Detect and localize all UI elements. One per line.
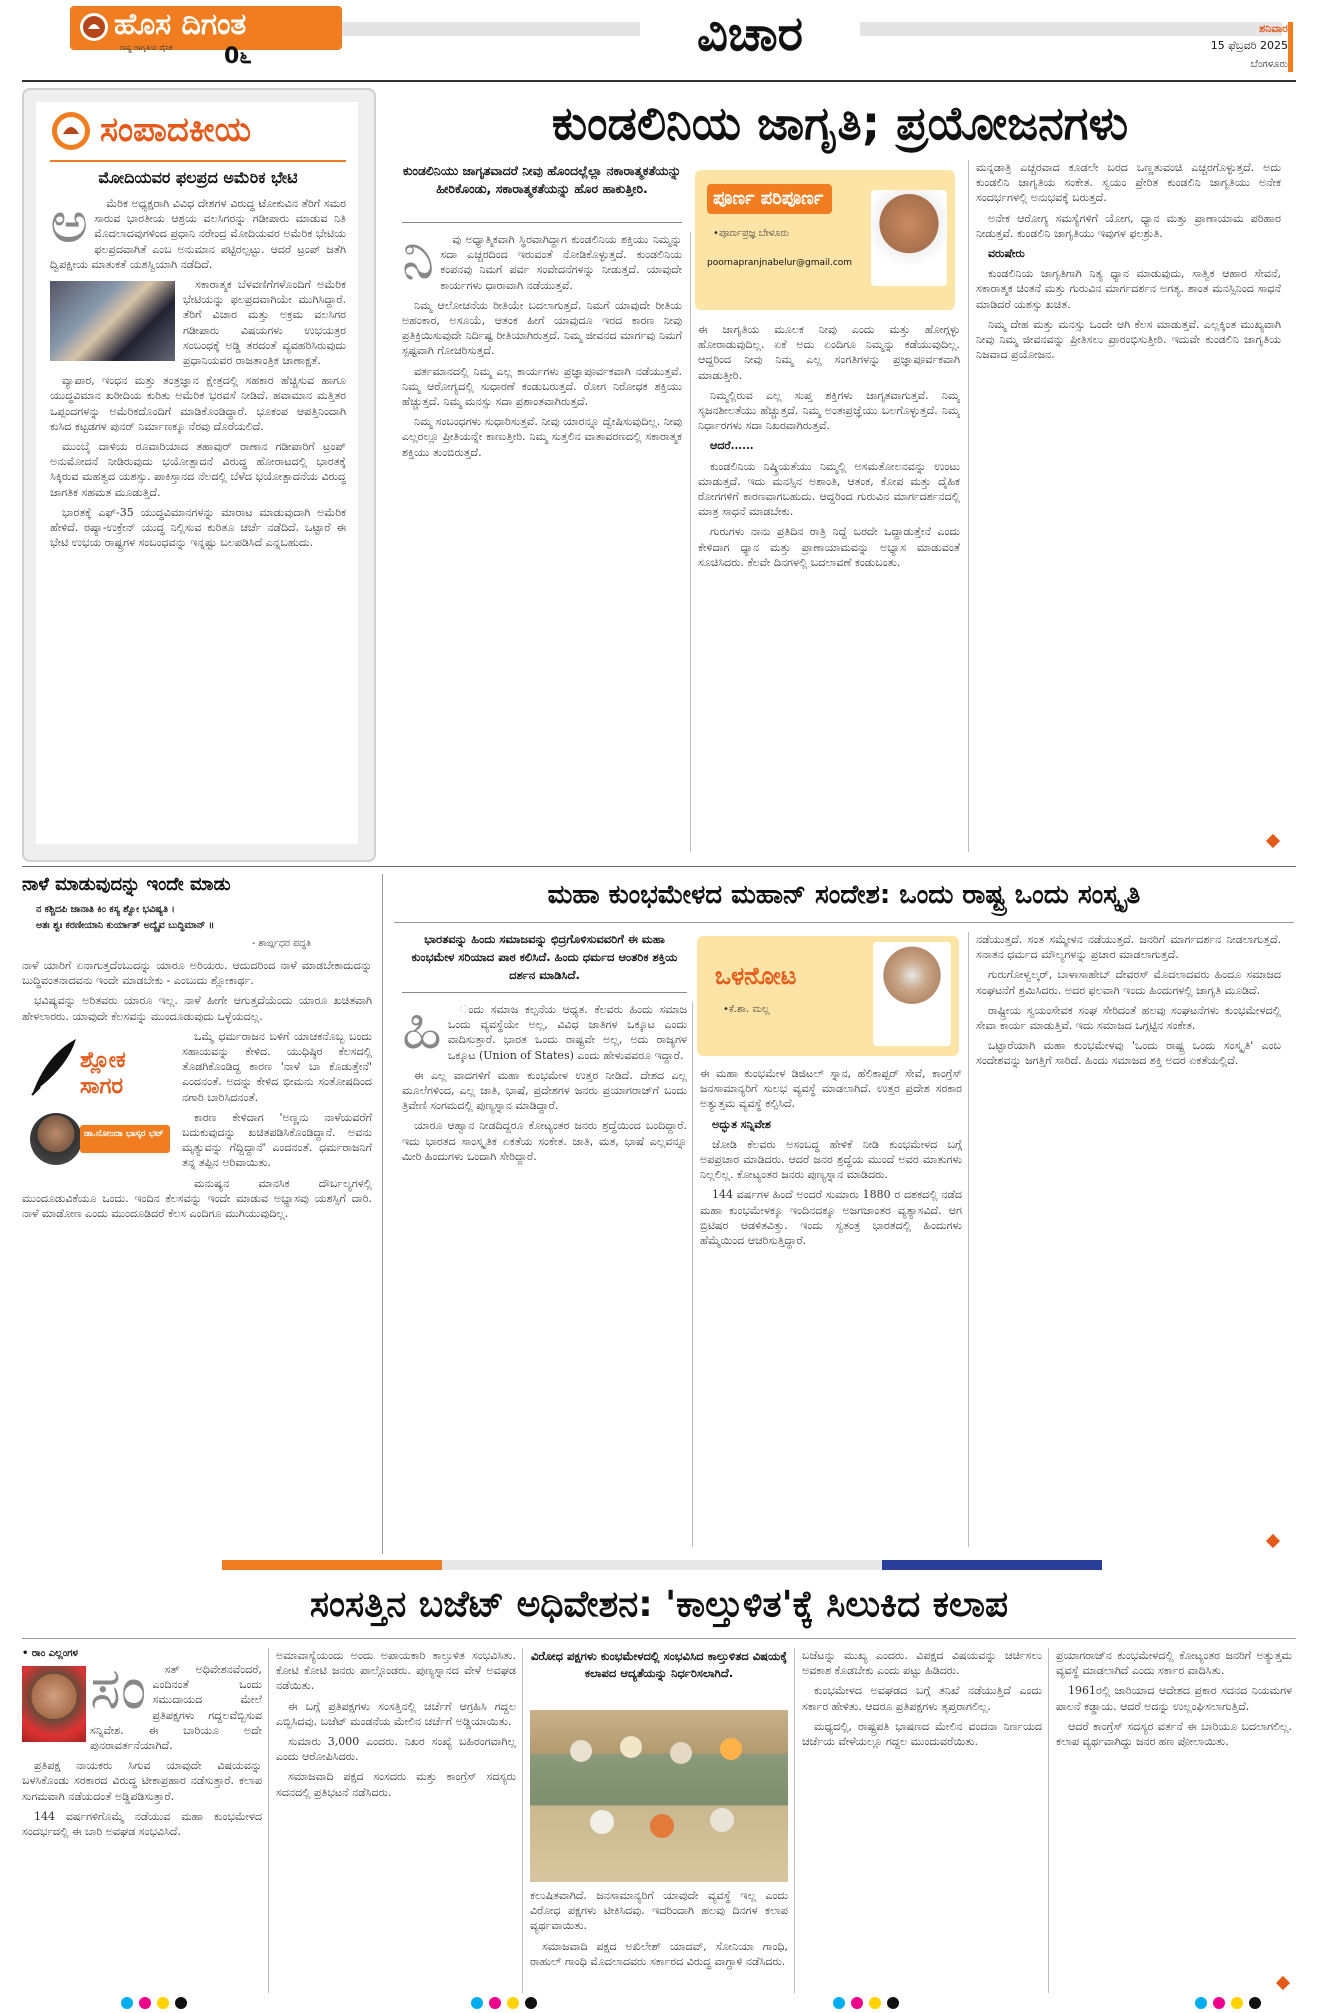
column-rule	[968, 932, 969, 1547]
editorial-paragraph: ಭಾರತಕ್ಕೆ ಎಫ್-35 ಯುದ್ಧವಿಮಾನಗಳನ್ನು ಮಾರಾಟ ಮಾಡುವುದಾಗಿ ಅಮೆರಿಕ ಹೇಳಿದೆ. ರಷ್ಯಾ-ಉಕ್ರೇನ್ ಯುದ್ಧ ನಿಲ್ಲಿಸುವ ಕುರಿತೂ ಚರ್ಚೆ ನಡೆದಿದೆ. ಒಟ್ಟಾರೆ ಈ ಭೇಟಿ ಉಭಯ ರಾಷ್ಟ್ರಗಳ ಸಂಬಂಧವನ್ನು ಇನ್ನಷ್ಟು ಬಲಪಡಿಸಿದೆ ಎನ್ನಬಹುದು.	[50, 505, 346, 550]
masthead-rule	[22, 80, 1296, 82]
registration-dots	[830, 1994, 902, 2013]
cmyk-dot	[157, 1997, 169, 2009]
photo-figure	[590, 1810, 614, 1834]
editorial-headline: ಮೋದಿಯವರ ಫಲಪ್ರದ ಅಮೆರಿಕ ಭೇಟಿ	[98, 168, 298, 187]
kumbh-paragraph: ಈ ಮಹಾ ಕುಂಭಮೇಳ ಡಿಜಿಟಲ್ ಸ್ನಾನ, ಹೆಲಿಕಾಪ್ಟರ್ ಸೇವೆ, ಕಾಂಗ್ರೆಸ್ ಜನಸಾಮಾನ್ಯರಿಗೆ ಸುಲಭ ವ್ಯವಸ್ಥೆ ಮಾಡಲಾಗಿದೆ. ಉತ್ತರ ಪ್ರದೇಶ ಸರಕಾರ ಅತ್ಯುತ್ತಮ ವ್ಯವಸ್ಥೆ ಕಲ್ಪಿಸಿದೆ.	[700, 1067, 962, 1111]
lead-column-card	[695, 170, 955, 310]
cmyk-dot	[851, 1997, 863, 2009]
section-rule	[22, 866, 1296, 867]
kumbh-paragraph: ಈ ಎಲ್ಲ ವಾದಗಳಿಗೆ ಮಹಾ ಕುಂಭಮೇಳ ಉತ್ತರ ನೀಡಿದೆ. ದೇಶದ ಎಲ್ಲ ಮೂಲೆಗಳಿಂದ, ಎಲ್ಲ ಜಾತಿ, ಭಾಷೆ, ಪ್ರದೇಶಗಳ ಜನರು ಪ್ರಯಾಗರಾಜ್‌ಗೆ ಬಂದು ತ್ರಿವೇಣಿ ಸಂಗಮದಲ್ಲಿ ಪುಣ್ಯಸ್ನಾನ ಮಾಡಿದ್ದಾರೆ.	[402, 1068, 687, 1113]
quote-paragraph: ಕಾರಣ ಕೇಳಿದಾಗ 'ಅಣ್ಣನು ನಾಳೆಯವರೆಗೆ ಬದುಕುವುದನ್ನು ಖಚಿತಪಡಿಸಿಕೊಂಡಿದ್ದಾನೆ. ಅವನು ಮೃತ್ಯುವನ್ನು ಗೆದ್ದಿದ್ದಾನೆ' ಎಂದನಂತೆ. ಧರ್ಮರಾಜನಿಗೆ ತನ್ನ ತಪ್ಪಿನ ಅರಿವಾಯಿತು.	[182, 1110, 372, 1170]
section-title: ವಿಚಾರ	[640, 6, 860, 62]
lead-paragraph: ವು ಅಧ್ಯಾತ್ಮಿಕವಾಗಿ ಸ್ಥಿರವಾಗಿದ್ದಾಗ ಕುಂಡಲಿನಿಯ ಶಕ್ತಿಯು ನಿಮ್ಮನ್ನು ಸದಾ ಎಚ್ಚರದಿಂದ ಇರುವಂತೆ ನೋಡಿಕೊಳ್ಳುತ್ತದೆ. ಕುಂಡಲಿನಿಯ ಕಂಪನವು ನಿಮಗೆ ಪರ್ವ ಸಂವೇದನೆಗಳನ್ನು ನೀಡುತ್ತದೆ. ಯಾವುದೇ ಕಾರ್ಯಗಳು ಧಾರಾವಾಗಿ ನಡೆಯುತ್ತವೆ.	[440, 233, 682, 292]
lead-paragraph: ಈ ಜಾಗೃತಿಯ ಮೂಲಕ ನೀವು ಎಂದು ಮತ್ತು ಹೋಗ್ಗಳ್ಳು ಹೋರಾಡುವುದಿಲ್ಲ. ಏಕೆ ಅದು ಏಂದಿಗೂ ನಿಮ್ಮನ್ನು ಕಡೆಯುವುದಿಲ್ಲ. ಆದ್ದರಿಂದ ನೀವು ನಿಮ್ಮ ಎಲ್ಲ ಸಂಗತಿಗಳನ್ನು ಪ್ರಜ್ಞಾಪೂರ್ವಕವಾಗಿ ಮಾಡುತ್ತೀರಿ.	[698, 323, 960, 382]
cmyk-dot	[1213, 1997, 1225, 2009]
editorial-divider	[50, 160, 346, 162]
editorial-paragraph: ವ್ಯಾಪಾರ, ಇಂಧನ ಮತ್ತು ತಂತ್ರಜ್ಞಾನ ಕ್ಷೇತ್ರದಲ್ಲಿ ಸಹಕಾರ ಹೆಚ್ಚಿಸುವ ಹಾಗೂ ಯುದ್ಧವಿಮಾನ ಖರೀದಿಯ ಕುರಿತು ಅಮೆರಿಕ ಭರವಸೆ ನೀಡಿದೆ. ಹವಾಮಾನ ಮತ್ತಿತರ ಒಪ್ಪಂದಗಳನ್ನು ಅಮೆರಿಕದೊಂದಿಗೆ ಮಾಡಿಕೊಂಡಿದ್ದಾರೆ. ಭೂಕಂಪ ಆಪತ್ತಿನಿಂದಾಗಿ ಕುಸಿದ ಕಟ್ಟಡಗಳ ಪುನರ್ ನಿರ್ಮಾಣಕ್ಕೂ ನೆರವು ದೊರೆಯಲಿದೆ.	[50, 374, 346, 433]
kumbh-paragraph: ಒಟ್ಟಾರೆಯಾಗಿ ಮಹಾ ಕುಂಭಮೇಳವು 'ಒಂದು ರಾಷ್ಟ್ರ ಒಂದು ಸಂಸ್ಕೃತಿ' ಎಂಬ ಸಂದೇಶವನ್ನು ಜಗತ್ತಿಗೆ ಸಾರಿದೆ. ಹಿಂದು ಸಮಾಜದ ಶಕ್ತಿ ಅದರ ಏಕತೆಯಲ್ಲಿದೆ.	[976, 1039, 1281, 1068]
lead-paragraph: ನಿಮ್ಮ ದೇಹ ಮತ್ತು ಮನಸ್ಸು ಒಂದೇ ಆಗಿ ಕೆಲಸ ಮಾಡುತ್ತವೆ. ಎಲ್ಲಕ್ಕಿಂತ ಮುಖ್ಯವಾಗಿ ನೀವು ನಿಮ್ಮ ಜೀವನವನ್ನು ಪ್ರೀತಿಸಲು ಪ್ರಾರಂಭಿಸುತ್ತೀರಿ. ಇದುವೇ ಕುಂಡಲಿನಿ ಜಾಗೃತಿಯ ನಿಜವಾದ ಪ್ರಯೋಜನ.	[976, 317, 1281, 362]
editorial-photo	[50, 281, 175, 361]
cmyk-dot	[525, 1997, 537, 2009]
column-rule	[794, 1648, 795, 1993]
lead-paragraph: ನಿಮ್ಮಲ್ಲಿರುವ ಎಲ್ಲ ಸುಪ್ತ ಶಕ್ತಿಗಳು ಜಾಗೃತವಾಗುತ್ತವೆ. ನಿಮ್ಮ ಸೃಜನಶೀಲತೆಯು ಹೆಚ್ಚುತ್ತದೆ. ನಿಮ್ಮ ಅಂತಃಪ್ರಜ್ಞೆಯು ಬಲಗೊಳ್ಳುತ್ತದೆ. ನಿಮ್ಮ ನಿರ್ಧಾರಗಳು ಸದಾ ನಿಖರವಾಗಿರುತ್ತವೆ.	[698, 388, 960, 433]
kumbh-column-2	[700, 1066, 962, 1550]
budget-paragraph: ಕಲುಷಿತವಾಗಿದೆ. ಜನಸಾಮಾನ್ಯರಿಗೆ ಯಾವುದೇ ವ್ಯವಸ್ಥೆ ಇಲ್ಲ ಎಂದು ವಿರೋಧ ಪಕ್ಷಗಳು ಟೀಕಿಸಿದವು. ಇದರಿಂದಾಗಿ ಹಲವು ದಿನಗಳ ಕಲಾಪ ವ್ಯರ್ಥವಾಯಿತು.	[530, 1889, 788, 1933]
budget-paragraph: ಅಮಾವಾಸ್ಯೆಯಂದು ಅಂದು ಅಪಾಯಕಾರಿ ಕಾಲ್ತುಳಿತ ಸಂಭವಿಸಿತು. ಕೋಟಿ ಕೋಟಿ ಜನರು ಪಾಲ್ಗೊಂಡರು. ಪುಣ್ಯಸ್ನಾನದ ವೇಳೆ ಅವಘಡ ನಡೆಯಿತು.	[276, 1649, 516, 1693]
kumbh-standfirst-rule	[402, 992, 687, 993]
kumbh-headline: ಮಹಾ ಕುಂಭಮೇಳದ ಮಹಾನ್ ಸಂದೇಶ: ಒಂದು ರಾಷ್ಟ್ರ ಒಂದು ಸಂಸ್ಕೃತಿ	[547, 880, 1141, 910]
budget-headline: ಸಂಸತ್ತಿನ ಬಜೆಟ್ ಅಧಿವೇಶನ: 'ಕಾಲ್ತುಳಿತ'ಕ್ಕೆ ಸಿಲುಕಿದ ಕಲಾಪ	[309, 1584, 1009, 1625]
column-rule	[522, 1648, 523, 1993]
budget-dropcap: ಸಂ	[90, 1662, 147, 1722]
budget-paragraph: ಮಧ್ಯದಲ್ಲಿ, ರಾಷ್ಟ್ರಪತಿ ಭಾಷಣದ ಮೇಲಿನ ವಂದನಾ ನಿರ್ಣಯದ ಚರ್ಚೆಯ ವೇಳೆಯಲ್ಲೂ ಗದ್ದಲ ಮುಂದುವರೆಯಿತು.	[802, 1719, 1042, 1749]
editorial-body	[50, 196, 346, 836]
budget-paragraph: ಪ್ರಯಾಗರಾಜ್‌ನ ಕುಂಭಮೇಳದಲ್ಲಿ ಕೋಟ್ಯಂತರ ಜನರಿಗೆ ಅತ್ಯುತ್ತಮ ವ್ಯವಸ್ಥೆ ಮಾಡಲಾಗಿದೆ ಎಂದು ಸರ್ಕಾರ ವಾದಿಸಿತು.	[1056, 1649, 1292, 1678]
lead-paragraph: ಗುರುಗಳು ನಾನು ಪ್ರತಿದಿನ ರಾತ್ರಿ ನಿದ್ದೆ ಬರದೇ ಒದ್ದಾಡುತ್ತೇನೆ ಎಂದು ಕೇಳಿದಾಗ ಧ್ಯಾನ ಮತ್ತು ಪ್ರಾಣಾಯಾಮವನ್ನು ಅಭ್ಯಾಸ ಮಾಡುವಂತೆ ಸೂಚಿಸಿದರು. ಕೆಲವೇ ದಿನಗಳಲ್ಲಿ ಬದಲಾವಣೆ ಕಂಡುಬಂತು.	[698, 525, 960, 569]
cmyk-dot	[471, 1997, 483, 2009]
cmyk-dot	[139, 1997, 151, 2009]
budget-column-3	[530, 1888, 788, 1988]
lead-headline: ಕುಂಡಲಿನಿಯ ಜಾಗೃತಿ; ಪ್ರಯೋಜನಗಳು	[551, 96, 1129, 150]
masthead	[0, 0, 1323, 82]
lead-column-2	[698, 322, 960, 857]
quote-paragraph: ಒಮ್ಮೆ ಧರ್ಮರಾಜನ ಬಳಿಗೆ ಯಾಚಕನೊಬ್ಬ ಬಂದು ಸಹಾಯವನ್ನು ಕೇಳಿದ. ಯುಧಿಷ್ಠಿರ ಕೆಲಸದಲ್ಲಿ ತೊಡಗಿಕೊಂಡಿದ್ದ ಕಾರಣ 'ನಾಳೆ ಬಾ ಕೊಡುತ್ತೇನೆ' ಎಂದನಂತೆ. ಅದನ್ನು ಕೇಳಿದ ಭೀಮನು ಸಂತೋಷದಿಂದ ನಗಾರಿ ಬಾರಿಸಿದನಂತೆ.	[182, 1029, 372, 1104]
lead-column-1	[402, 232, 682, 857]
budget-author: • ರಾಂ ಎಲ್ಲಂಗಳ	[22, 1648, 78, 1659]
lead-paragraph: ಕುಂಡಲಿನಿಯ ನಿಷ್ಕ್ರಿಯತೆಯು ನಿಮ್ಮಲ್ಲಿ ಅಸಮತೋಲನವನ್ನು ಉಂಟು ಮಾಡುತ್ತದೆ. ಇದು ಮನಸ್ಸಿನ ಅಶಾಂತಿ, ಆತಂಕ, ಕೋಪ ಮತ್ತು ದೈಹಿಕ ರೋಗಗಳಿಗೆ ಕಾರಣವಾಗಬಹುದು. ಆದ್ದರಿಂದ ಗುರುವಿನ ಮಾರ್ಗದರ್ಶನದಲ್ಲಿ ಮಾತ್ರ ಸಾಧನೆ ಮಾಡಬೇಕು.	[698, 459, 960, 519]
column-rule	[692, 1002, 693, 1547]
lead-paragraph: ನಿಮ್ಮ ಆಲೋಚನೆಯ ರೀತಿಯೇ ಬದಲಾಗುತ್ತದೆ. ನಿಮಗೆ ಯಾವುದೇ ರೀತಿಯ ಅಹಂಕಾರ, ಅಸೂಯೆ, ಆತಂಕ ಹೀಗೆ ಯಾವುದೂ ಇರದ ಕಾರಣ ನೀವು ಪ್ರತಿಕ್ರಿಯಿಸುವುದೇ ನಿರ್ದಿಷ್ಟ ರೀತಿಯಾಗಿರುತ್ತದೆ. ನಿಮ್ಮ ಜೀವನದ ಮಾರ್ಗವು ನಿಮಗೆ ಸ್ಪಷ್ಟವಾಗಿ ಗೋಚರಿಸುತ್ತದೆ.	[402, 298, 682, 358]
kumbh-dropcap: ಹಿ	[402, 1002, 442, 1062]
cmyk-dot	[175, 1997, 187, 2009]
date-accent-bar	[1288, 22, 1293, 72]
quote-headline: ನಾಳೆ ಮಾಡುವುದನ್ನು ಇಂದೇ ಮಾಡು	[22, 874, 231, 895]
lead-author-photo	[871, 190, 947, 286]
cmyk-dot	[489, 1997, 501, 2009]
lead-paragraph: ಅನೇಕ ಆರೋಗ್ಯ ಸಮಸ್ಯೆಗಳಿಗೆ ಯೋಗ, ಧ್ಯಾನ ಮತ್ತು ಪ್ರಾಣಾಯಾಮ ಪರಿಹಾರ ನೀಡುತ್ತವೆ. ಕುಂಡಲಿನಿ ಜಾಗೃತಿಯು ಇವುಗಳ ಫಲಶ್ರುತಿ.	[976, 211, 1281, 240]
shloka-author: ಡಾ.ನೋಂದಾ ಭಾಸ್ಕರ ಭಟ್	[84, 1128, 164, 1139]
cmyk-dot	[1249, 1997, 1261, 2009]
band-segment	[882, 1560, 1102, 1570]
photo-figure	[710, 1808, 734, 1832]
lead-column-3	[976, 160, 1281, 850]
date-block	[1140, 22, 1288, 70]
budget-paragraph: ಆದರೆ ಕಾಂಗ್ರೆಸ್ ಸದಸ್ಯರ ವರ್ತನೆ ಈ ಬಾರಿಯೂ ಬದಲಾಗಲಿಲ್ಲ. ಕಲಾಪ ವ್ಯರ್ಥವಾಗಿದ್ದು ಜನರ ಹಣ ಪೋಲಾಯಿತು.	[1056, 1719, 1292, 1749]
kumbh-paragraph: 144 ವರ್ಷಗಳ ಹಿಂದೆ ಅಂದರೆ ಸುಮಾರು 1880 ರ ದಶಕದಲ್ಲಿ ನಡೆದ ಮಹಾ ಕುಂಭಮೇಳಕ್ಕೂ ಇಂದಿನದಕ್ಕೂ ಅಜಗಜಾಂತರ ವ್ಯತ್ಯಾಸವಿದೆ. ಆಗ ಬ್ರಿಟಿಷರ ಆಡಳಿತವಿತ್ತು. ಇಂದು ಸ್ವತಂತ್ರ ಭಾರತದಲ್ಲಿ ಹಿಂದುಗಳು ಹೆಮ್ಮೆಯಿಂದ ಆಚರಿಸುತ್ತಿದ್ದಾರೆ.	[700, 1188, 962, 1248]
lead-email: poornapranjnabelur@gmail.com	[707, 258, 853, 268]
cmyk-dot	[869, 1997, 881, 2009]
budget-paragraph: 1961ರಲ್ಲಿ ಜಾರಿಯಾದ ಆದೇಶದ ಪ್ರಕಾರ ಸದನದ ನಿಯಮಗಳ ಪಾಲನೆ ಕಡ್ಡಾಯ. ಆದರೆ ಅದನ್ನು ಉಲ್ಲಂಘಿಸಲಾಗುತ್ತಿದೆ.	[1056, 1684, 1292, 1713]
quote-body	[22, 958, 372, 1548]
editorial-paragraph: ಸಕಾರಾತ್ಮಕ ಬೆಳವಣಿಗೆಗಳೊಂದಿಗೆ ಅಮೆರಿಕ ಭೇಟಿಯನ್ನು ಫಲಪ್ರದವಾಗಿಯೇ ಮುಗಿಸಿದ್ದಾರೆ. ತೆರಿಗೆ ವಿಚಾರ ಮತ್ತು ಅಕ್ರಮ ವಲಸಿಗರ ಗಡೀಪಾರು ವಿಷಯಗಳು ಉಭಯತ್ರರ ಸಂಬಂಧಕ್ಕೆ ಅಡ್ಡಿ ತರದಂತೆ ವ್ಯವಹರಿಸಿರುವುದು ಪ್ರಧಾನಿಯವರ ರಾಜತಾಂತ್ರಿಕ ಚಾಣಾಕ್ಷತೆ.	[183, 278, 346, 368]
kumbh-column-1	[402, 1002, 687, 1550]
lead-subhead: ಆದರೆ......	[710, 439, 754, 453]
photo-figure	[570, 1740, 592, 1762]
editorial-label: ಸಂಪಾದಕೀಯ	[100, 110, 251, 150]
city: ಬೆಂಗಳೂರು	[1250, 59, 1288, 70]
quote-sanskrit-1: ನ ಕಶ್ಚಿದಪಿ ಜಾನಾತಿ ಕಿಂ ಕಸ್ಯ ಶ್ವೋ ಭವಿಷ್ಯತಿ ।	[36, 904, 175, 915]
color-band	[22, 1560, 1296, 1570]
weekday: ಶನಿವಾರ	[1259, 22, 1288, 35]
budget-column-4	[802, 1648, 1042, 1988]
column-rule	[968, 160, 969, 852]
kumbh-column-3	[976, 932, 1281, 1550]
cmyk-dot	[1195, 1997, 1207, 2009]
registration-dots	[1192, 1994, 1264, 2013]
kumbh-paragraph: ಂದು ಸಮಾಜ ಕಲ್ಪನೆಯ ಆಧ್ಯತ. ಕೆಲವರು ಹಿಂದು ಸಮಾಜ ಒಂದು ವ್ಯವಸ್ಥೆಯೇ ಅಲ್ಲ, ವಿವಿಧ ಜಾತಿಗಳ ಒಕ್ಕೂಟ ಎಂದು ವಾದಿಸುತ್ತಾರೆ. ಭಾರತ ಒಂದು ರಾಷ್ಟ್ರವೇ ಅಲ್ಲ, ಅದು ರಾಜ್ಯಗಳ ಒಕ್ಕೂಟ (Union of States) ಎಂದು ಹೇಳುವವರೂ ಇದ್ದಾರೆ.	[447, 1003, 687, 1062]
editorial-emblem-icon	[50, 110, 92, 152]
quote-paragraph: ಭವಿಷ್ಯವನ್ನು ಅರಿತವರು ಯಾರೂ ಇಲ್ಲ. ನಾಳೆ ಹೀಗೇ ಆಗುತ್ತದೆಯೆಂದು ಯಾರೂ ಖಚಿತವಾಗಿ ಹೇಳಲಾರರು. ಯಾವುದೇ ಕೆಲಸವನ್ನು ಮುಂದೂಡುವುದು ಒಳ್ಳೆಯದಲ್ಲ.	[22, 994, 372, 1023]
quill-icon	[26, 1035, 82, 1099]
shloka-author-photo	[30, 1113, 82, 1165]
lead-paragraph: ಮನ್ನಡಾತ್ರಿ ಎಚ್ಚರವಾದ ಕೂಡಲೇ ಬರದ ಒಣ್ಣತುವಂಚಿ ಎಚ್ಚರಗೊಳ್ಳುತ್ತದೆ. ಅದು ಕುಂಡಲಿನಿ ಜಾಗೃತಿಯ ಸಂಕೇತ. ಸ್ವಯಂ ಪ್ರೇರಿತ ಕುಂಡಲಿನಿ ಜಾಗೃತಿಯು ಅನೇಕ ಸಂದರ್ಭಗಳಲ್ಲಿ ಅನುಭವಕ್ಕೆ ಬರುತ್ತದೆ.	[976, 161, 1281, 205]
budget-column-5	[1056, 1648, 1292, 1983]
lead-paragraph: ನಿಮ್ಮ ಸಂಬಂಧಗಳು ಸುಧಾರಿಸುತ್ತವೆ. ನೀವು ಯಾರನ್ನೂ ದ್ವೇಷಿಸುವುದಿಲ್ಲ. ನೀವು ಎಲ್ಲರಲ್ಲೂ ಪ್ರೀತಿಯನ್ನೇ ಕಾಣುತ್ತೀರಿ. ನಿಮ್ಮ ಸುತ್ತಲಿನ ವಾತಾವರಣದಲ್ಲಿ ಸಕಾರಾತ್ಮಕ ಶಕ್ತಿಯು ತುಂಬಿರುತ್ತದೆ.	[402, 415, 682, 459]
lead-column-name: ಪೂರ್ಣ ಪರಿಪೂರ್ಣ	[713, 188, 824, 209]
logo-tagline: ರಾಷ್ಟ್ರ ಜಾಗೃತಿಯ ದೈನಿಕ	[120, 44, 173, 52]
registration-dots	[468, 1994, 540, 2013]
kumbh-column-name: ಒಳನೋಟ	[715, 962, 797, 990]
date: 15 ಫೆಬ್ರವರಿ 2025	[1210, 39, 1288, 52]
parliament-photo	[530, 1710, 788, 1882]
quote-paragraph: ಮನುಷ್ಯನ ಮಾನಸಿಕ ದೌರ್ಬಲ್ಯಗಳಲ್ಲಿ ಮುಂದೂಡುವಿಕೆಯೂ ಒಂದು. ಇಂದಿನ ಕೆಲಸವನ್ನು ಇಂದೇ ಮಾಡುವ ಅಭ್ಯಾಸವು ಯಶಸ್ಸಿಗೆ ದಾರಿ. ನಾಳೆ ಮಾಡೋಣ ಎಂದು ಮುಂದೂಡಿದರೆ ಕೆಲಸ ಎಂದಿಗೂ ಮುಗಿಯುವುದಿಲ್ಲ.	[22, 1176, 372, 1221]
quote-source: - ಶಾರ್ಙ್ಗಧರ ಪದ್ಧತಿ	[252, 938, 312, 949]
kumbh-subhead: ಅದ್ಭುತ ಸನ್ನಿವೇಶ	[712, 1117, 771, 1131]
editorial-paragraph: ಮೆರಿಕ ಅಧ್ಯಕ್ಷರಾಗಿ ವಿವಿಧ ದೇಶಗಳ ವಿರುದ್ಧ ಟೋಕುವಿನ ತೆರಿಗೆ ಸಮರ ಸಾರುವ ಭಾರತೀಯ ಆಶ್ರಯ ವಲಸಿಗರನ್ನು ಗಡೀಪಾರು ಮಾಡುವ ನಿತಿ ಮೊದಲಾದವುಗಳಿಂದ ಪ್ರಧಾನಿ ನರೇಂದ್ರ ಮೋದಿಯವರ ಅಮೆರಿಕ ಭೇಟಿಯ ಫಲಪ್ರದವಾಗಿತೆ ಎಂಬ ಅನುಮಾನ ಪಟ್ಟಿರಲ್ಪಟ್ಟು. ಆದರೆ ಟ್ರಂಪ್ ಜತೆಗಿ ದ್ವಿಪಕ್ಷೀಯ ಮಾತುಕತೆ ಯಶಸ್ವಿಯಾಗಿ ನಡೆದಿದೆ.	[50, 197, 346, 271]
photo-figure	[650, 1814, 674, 1838]
kumbh-paragraph: ಜೋಡಿ ಕೆಲವರು ಅಸಂಬದ್ಧ ಹೇಳಿಕೆ ನೀಡಿ ಕುಂಭಮೇಳದ ಬಗ್ಗೆ ಅಪಪ್ರಚಾರ ಮಾಡಿದರು. ಆದರೆ ಜನರ ಶ್ರದ್ಧೆಯ ಮುಂದೆ ಅವರ ಮಾತುಗಳು ನಿಲ್ಲಲಿಲ್ಲ. ಕೋಟ್ಯಂತರ ಜನರು ಪುಣ್ಯಸ್ನಾನ ಮಾಡಿದರು.	[700, 1137, 962, 1182]
budget-paragraph: ಕುಂಭಮೇಳದ ಅವಘಡದ ಬಗ್ಗೆ ತನಿಖೆ ನಡೆಯುತ್ತಿದೆ ಎಂದು ಸರ್ಕಾರ ಹೇಳಿತು. ಆದರೂ ಪ್ರತಿಪಕ್ಷಗಳು ತೃಪ್ತರಾಗಲಿಲ್ಲ.	[802, 1684, 1042, 1713]
cmyk-dot	[121, 1997, 133, 2009]
budget-paragraph: ಸಮಾಜವಾದಿ ಪಕ್ಷದ ಅಖಿಲೇಶ್ ಯಾದವ್, ಸೋನಿಯಾ ಗಾಂಧಿ, ರಾಹುಲ್ ಗಾಂಧಿ ಮೊದಲಾದವರು ಸರ್ಕಾರದ ವಿರುದ್ಧ ವಾಗ್ದಾಳಿ ನಡೆಸಿದರು.	[530, 1939, 788, 1968]
kumbh-paragraph: ಗುರುಗೋಳ್ವಲ್ಕರ್, ಬಾಳಾಸಾಹೇಬ್ ದೇವರಸ್ ಮೊದಲಾದವರು ಹಿಂದೂ ಸಮಾಜದ ಸಂಘಟನೆಗೆ ಶ್ರಮಿಸಿದರು. ಅದರ ಫಲವಾಗಿ ಇಂದು ಹಿಂದುಗಳಲ್ಲಿ ಜಾಗೃತಿ ಮೂಡಿದೆ.	[976, 968, 1281, 997]
band-segment	[22, 1560, 222, 1570]
column-rule	[382, 874, 383, 1554]
band-segment	[222, 1560, 442, 1570]
budget-paragraph: 144 ವರ್ಷಗಳಿಗೊಮ್ಮೆ ನಡೆಯುವ ಮಹಾ ಕುಂಭಮೇಳದ ಸಂದರ್ಭದಲ್ಲಿ ಈ ಬಾರಿ ಅವಘಡ ಸಂಭವಿಸಿದೆ.	[22, 1809, 262, 1839]
lead-paragraph: ವರ್ತಮಾನದಲ್ಲಿ ನಿಮ್ಮ ಎಲ್ಲ ಕಾರ್ಯಗಳು ಪ್ರಜ್ಞಾಪೂರ್ವಕವಾಗಿ ನಡೆಯುತ್ತವೆ. ನಿಮ್ಮ ಆರೋಗ್ಯದಲ್ಲಿ ಸುಧಾರಣೆ ಕಂಡುಬರುತ್ತದೆ. ರೋಗ ನಿರೋಧಕ ಶಕ್ತಿಯು ಹೆಚ್ಚುತ್ತದೆ. ನಿಮ್ಮ ಮನಸ್ಸು ಸದಾ ಪ್ರಶಾಂತವಾಗಿರುತ್ತದೆ.	[402, 364, 682, 409]
photo-figure	[720, 1738, 742, 1760]
lead-subhead: ವರುಷೇರು	[988, 247, 1025, 261]
budget-paragraph: ಬಜೆಟನ್ನು ಮುಖ್ಯ ಎಂದರು. ವಿಪಕ್ಷದ ವಿಷಯವನ್ನು ಚರ್ಚಿಸಲು ಅವಕಾಶ ಕೊಡಬೇಕು ಎಂದು ಪಟ್ಟು ಹಿಡಿದರು.	[802, 1649, 1042, 1678]
budget-paragraph: ಸಮಾಜವಾದಿ ಪಕ್ಷದ ಸಂಸದರು ಮತ್ತು ಕಾಂಗ್ರೆಸ್ ಸದಸ್ಯರು ಸದನದಲ್ಲಿ ಪ್ರತಿಭಟನೆ ನಡೆಸಿದರು.	[276, 1770, 516, 1799]
shloka-column-title: ಶ್ಲೋಕ ಸಾಗರ	[80, 1046, 126, 1099]
photo-figure	[620, 1736, 642, 1758]
band-segment	[442, 1560, 882, 1570]
lead-standfirst-rule	[402, 222, 682, 223]
column-rule	[268, 1648, 269, 1993]
cmyk-dot	[507, 1997, 519, 2009]
kumbh-paragraph: ಯಾರೂ ಆಹ್ವಾನ ನೀಡದಿದ್ದರೂ ಕೋಟ್ಯಂತರ ಜನರು ಶ್ರದ್ಧೆಯಿಂದ ಬಂದಿದ್ದಾರೆ. ಇದು ಭಾರತದ ಸಾಂಸ್ಕೃತಿಕ ಏಕತೆಯ ಸಂಕೇತ. ಜಾತಿ, ಮತ, ಭಾಷೆ ಎಲ್ಲವನ್ನೂ ಮೀರಿ ಹಿಂದುಗಳು ಒಂದಾಗಿ ಸೇರಿದ್ದಾರೆ.	[402, 1119, 687, 1163]
kumbh-column-card	[697, 936, 959, 1056]
budget-headline-rule	[22, 1638, 1296, 1639]
page-number: 0೬	[224, 44, 252, 69]
budget-column-2	[276, 1648, 516, 1988]
kumbh-paragraph: ರಾಷ್ಟ್ರೀಯ ಸ್ವಯಂಸೇವಕ ಸಂಘ ಸೇರಿದಂತೆ ಹಲವು ಸಂಘಟನೆಗಳು ಕುಂಭಮೇಳದಲ್ಲಿ ಸೇವಾ ಕಾರ್ಯ ಮಾಡುತ್ತಿವೆ. ಇದು ಸಮಾಜದ ಒಗ್ಗಟ್ಟಿನ ಸಂಕೇತ.	[976, 1003, 1281, 1033]
lead-paragraph: ಕುಂಡಲಿನಿಯ ಜಾಗೃತಿಗಾಗಿ ನಿತ್ಯ ಧ್ಯಾನ ಮಾಡುವುದು, ಸಾತ್ವಿಕ ಆಹಾರ ಸೇವನೆ, ಸಕಾರಾತ್ಮಕ ಚಿಂತನೆ ಮತ್ತು ಗುರುವಿನ ಮಾರ್ಗದರ್ಶನ ಅಗತ್ಯ. ಶಾಂತ ಮನಸ್ಸಿನಿಂದ ಸಾಧನೆ ಮಾಡಿದರೆ ಯಶಸ್ಸು ಖಚಿತ.	[976, 267, 1281, 311]
budget-paragraph: ಸುಮಾರು 3,000 ಎಂದರು. ನಿಖರ ಸಂಖ್ಯೆ ಬಹಿರಂಗವಾಗಿಲ್ಲ ಎಂದು ಆರೋಪಿಸಿದರು.	[276, 1735, 516, 1764]
kumbh-author-photo	[873, 942, 951, 1046]
cmyk-dot	[887, 1997, 899, 2009]
lead-author: •ಪೂರ್ಣಪ್ರಜ್ಞ ಬೇಳೂರು	[713, 228, 790, 239]
kumbh-headline-rule	[394, 922, 1294, 923]
lead-dropcap: ನಿ	[402, 232, 435, 292]
editorial-paragraph: ಮುಂಬೈ ದಾಳಿಯ ರೂವಾರಿಯಾದ ತಹಾವುರ್ ರಾಣಾನ ಗಡೀಪಾರಿಗೆ ಟ್ರಂಪ್ ಅನುಮೋದನೆ ನೀಡಿರುವುದು ಭಯೋತ್ಪಾದನೆ ವಿರುದ್ಧ ಹೋರಾಟದಲ್ಲಿ ಭಾರತಕ್ಕೆ ಸಿಕ್ಕಿರುವ ಮಹತ್ವದ ಯಶಸ್ಸು. ಪಾಕಿಸ್ತಾನದ ನೆಲದಲ್ಲಿ ಬೆಳೆದ ಭಯೋತ್ಪಾದನೆಯ ವಿರುದ್ಧ ಜಾಗತಿಕ ಸಹಮತ ಮೂಡುತ್ತಿದೆ.	[50, 440, 346, 499]
logo-emblem-icon	[80, 13, 108, 41]
budget-standfirst: ವಿರೋಧ ಪಕ್ಷಗಳು ಕುಂಭಮೇಳದಲ್ಲಿ ಸಂಭವಿಸಿದ ಕಾಲ್ತುಳಿತದ ವಿಷಯಕ್ಕೆ ಕಲಾಪದ ಆದ್ಯತೆಯನ್ನು ನಿರ್ಧರಿಸಲಾಗಿದೆ.	[530, 1649, 788, 1680]
editorial-dropcap: ಅ	[50, 196, 89, 256]
budget-photo-spacer	[22, 1662, 90, 1744]
logo-text: ಹೊಸ ದಿಗಂತ	[114, 7, 247, 42]
cmyk-dot	[833, 1997, 845, 2009]
quote-sanskrit-2: ಅತಃ ಶ್ವಃ ಕರಣೀಯಾನಿ ಕುರ್ಯಾತ್ ಅದ್ಯೈವ ಬುದ್ಧಿಮಾನ್ ॥	[36, 920, 215, 931]
lead-standfirst: ಕುಂಡಲಿನಿಯು ಜಾಗೃತವಾದರೆ ನೀವು ಹೊಂದಲ್ಲೆಲ್ಲಾ ನಕಾರಾತ್ಮಕತೆಯನ್ನು ಹೀರಿಕೊಂಡು, ಸಕಾರಾತ್ಮಕತೆಯನ್ನು ಹೊರ ಹಾಕುತ್ತೀರಿ.	[402, 163, 682, 196]
budget-paragraph: ಪ್ರತಿಪಕ್ಷ ನಾಯಕರು ಸಿಗುವ ಯಾವುದೇ ವಿಷಯವನ್ನು ಬಳಸಿಕೊಂಡು ಸರಕಾರದ ವಿರುದ್ಧ ಟೀಕಾಪ್ರಹಾರ ನಡೆಸುತ್ತಾರೆ. ಕಲಾಪ ಸುಗಮವಾಗಿ ನಡೆಯದಂತೆ ಅಡ್ಡಿಪಡಿಸುತ್ತಾರೆ.	[22, 1759, 262, 1803]
photo-figure	[670, 1742, 692, 1764]
budget-paragraph: ಈ ಬಗ್ಗೆ ಪ್ರತಿಪಕ್ಷಗಳು ಸಂಸತ್ತಿನಲ್ಲಿ ಚರ್ಚೆಗೆ ಆಗ್ರಹಿಸಿ ಗದ್ದಲ ಎಬ್ಬಿಸಿದವು. ಬಜೆಟ್ ಮಂಡನೆಯ ಮೇಲಿನ ಚರ್ಚೆಗೆ ಅಡ್ಡಿಯಾಯಿತು.	[276, 1699, 516, 1728]
cmyk-dot	[1231, 1997, 1243, 2009]
kumbh-author: •ಕೆ.ಶಾ. ಮಲ್ಲ	[723, 1004, 770, 1015]
quote-paragraph: ನಾಳೆ ಯಾರಿಗೆ ಏನಾಗುತ್ತದೆಂಬುದನ್ನು ಯಾರೂ ಅರಿಯರು. ಆದುದರಿಂದ ನಾಳೆ ಮಾಡಬೇಕಾದುದನ್ನು ಬುದ್ಧಿವಂತನಾದವನು ಇಂದೇ ಮಾಡಬೇಕು - ಎಂಬುದು ಶ್ಲೋಕಾರ್ಥ.	[22, 959, 372, 988]
kumbh-paragraph: ನಡೆಯುತ್ತದೆ. ಸಂತ ಸಮ್ಮೇಳನ ನಡೆಯುತ್ತದೆ. ಜನರಿಗೆ ಮಾರ್ಗದರ್ಶನ ನೀಡಲಾಗುತ್ತದೆ. ಸನಾತನ ಧರ್ಮದ ಮೌಲ್ಯಗಳನ್ನು ಪ್ರಚಾರ ಮಾಡಲಾಗುತ್ತದೆ.	[976, 933, 1281, 962]
budget-column-1	[22, 1662, 262, 1987]
registration-dots	[118, 1994, 190, 2013]
shloka-panel	[22, 1033, 172, 1183]
column-rule	[1048, 1648, 1049, 1993]
kumbh-standfirst: ಭಾರತವನ್ನು ಹಿಂದು ಸಮಾಜವನ್ನು ಛಿದ್ರಗೊಳಿಸುವವರಿಗೆ ಈ ಮಹಾ ಕುಂಭಮೇಳ ಸರಿಯಾದ ಪಾಠ ಕಲಿಸಿದೆ. ಹಿಂದು ಧರ್ಮದ ಆಂತರಿಕ ಶಕ್ತಿಯ ದರ್ಶನ ಮಾಡಿಸಿದೆ.	[411, 932, 678, 982]
budget-paragraph: ಸತ್ ಅಧಿವೇಶನವೆಂದರೆ, ಎಂದಿನಂತೆ ಒಂದು ಸಮುದಾಯದ ಮೇಲೆ ಪ್ರತಿಪಕ್ಷಗಳು ಗದ್ದಲವೆಬ್ಬಿಸುವ ಸನ್ನಿವೇಶ. ಈ ಬಾರಿಯೂ ಅದೇ ಪುನರಾವರ್ತನೆಯಾಗಿದೆ.	[90, 1663, 262, 1753]
column-rule	[690, 232, 691, 852]
